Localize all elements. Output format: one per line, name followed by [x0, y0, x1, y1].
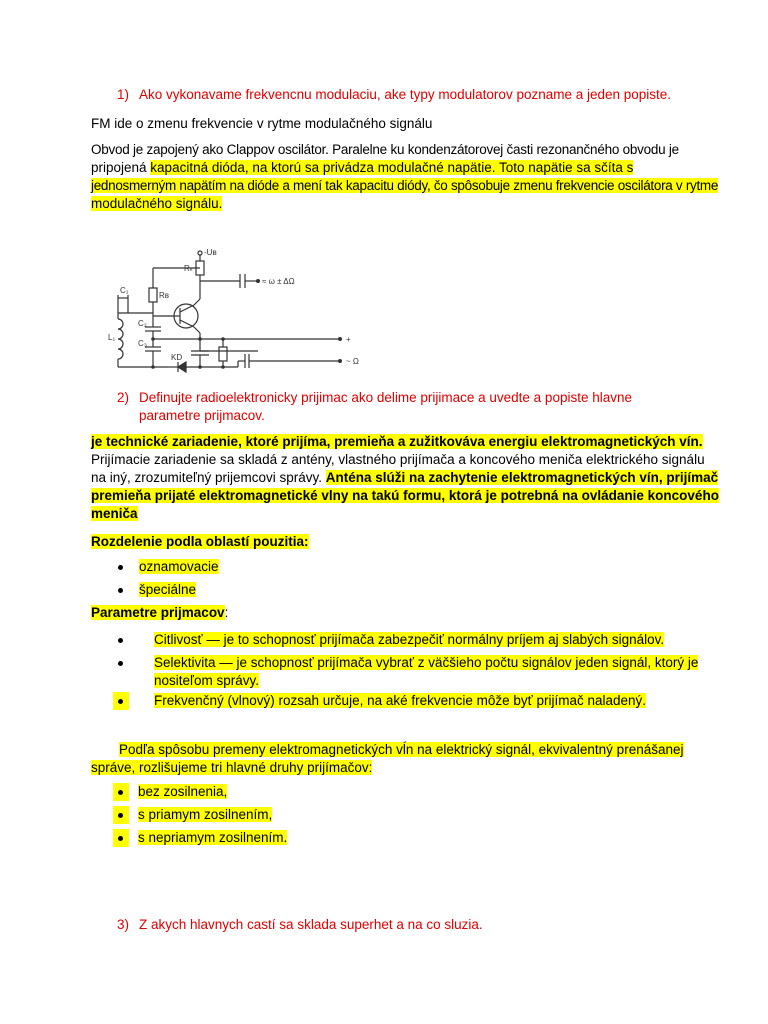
list-item [154, 631, 664, 649]
paragraph-clapp-line-2-highlight: kapacitná dióda, na ktorú sa privádza modulačné napätie. Toto napätie sa sčíta s [150, 160, 634, 175]
parametre-heading-colon: : [224, 605, 229, 620]
circuit-label-plus: + [346, 335, 351, 344]
question-3-number: 3) [117, 917, 130, 932]
question-2 [117, 389, 637, 425]
bullet-icon [118, 836, 123, 841]
paragraph-receiver-line-4 [91, 487, 719, 505]
paragraph-receiver-line-3 [91, 469, 718, 487]
paragraph-clapp-line-3-highlight: jednosmerným napätím na dióde a mení tak kapacitu diódy, čo spôsobuje zmenu frekvencie oscilátora v rytme [91, 178, 719, 193]
paragraph-clapp-line-4-highlight: modulačného signálu. [91, 196, 223, 211]
list-item-text: nositeľom správy. [154, 673, 259, 688]
circuit-label-c3: C₃ [138, 339, 148, 348]
paragraph-clapp-line-3 [91, 177, 718, 195]
question-3 [117, 916, 637, 934]
sposob-line-1-text: Podľa spôsobu premeny elektromagnetických vĺn na elektrický signál, ekvivalentný prenášanej [119, 742, 684, 757]
bullet-icon [118, 699, 123, 704]
bullet-icon [118, 790, 123, 795]
list-item [138, 783, 227, 801]
question-1-text: Ako vykonavame frekvencnu modulaciu, ake typy modulatorov pozname a jeden popiste. [139, 87, 672, 102]
paragraph-clapp-line-2 [91, 159, 633, 177]
circuit-label-ub: -Uʙ [204, 248, 217, 257]
list-item [154, 654, 698, 672]
bullet-icon [118, 661, 123, 666]
circuit-label-l1: L₁ [108, 333, 116, 342]
list-item-text: Selektivita — je schopnosť prijímača vybrať z väčšieho počtu signálov jeden signál, ktorý je [154, 655, 699, 670]
list-item-text: Citlivosť — je to schopnosť prijímača zabezpečiť normálny príjem aj slabých signálov. [154, 632, 665, 647]
sposob-line-2-text: správe, rozlišujeme tri hlavné druhy prijímačov: [91, 760, 373, 775]
list-item-text: špeciálne [139, 582, 197, 597]
fm-line: FM ide o zmenu frekvencie v rytme modulačného signálu [91, 116, 433, 131]
list-item-text: oznamovacie [139, 559, 219, 574]
paragraph-receiver-line-1 [91, 433, 703, 451]
paragraph-receiver-line-4-highlight: premieňa prijaté elektromagnetické vlny na takú formu, ktorá je potrebná na ovládanie koncového [91, 488, 719, 503]
list-item-text: s nepriamym zosilnením. [138, 830, 288, 845]
sposob-line-2 [91, 759, 372, 777]
circuit-label-c1: C₁ [120, 286, 129, 295]
paragraph-receiver-line-3-highlight: Anténa slúži na zachytenie elektromagnetických vín, prijímač [325, 470, 719, 485]
list-item [139, 558, 219, 576]
parametre-heading [91, 604, 228, 622]
bullet-icon [118, 565, 123, 570]
list-item [138, 829, 287, 847]
paragraph-receiver-line-2: Prijímacie zariadenie sa skladá z antény, vlastného prijímača a koncového meniča elektrického signálu [91, 452, 705, 467]
bullet-icon [118, 588, 123, 593]
paragraph-receiver-line-3-plain: na iný, zrozumiteľný prijemcovi správy. [91, 470, 326, 485]
rozdelenie-heading-text: Rozdelenie podla oblastí pouzitia: [91, 534, 309, 549]
rozdelenie-heading [91, 533, 309, 551]
question-2-line-1: Definujte radioelektronicky prijimac ako delime prijimace a uvedte a popiste hlavne [139, 390, 633, 405]
parametre-heading-text: Parametre prijmacov [91, 605, 225, 620]
list-item-text: bez zosilnenia, [138, 784, 228, 799]
list-item [154, 692, 646, 710]
list-item [138, 806, 272, 824]
paragraph-clapp-line-2-plain: pripojená [91, 160, 151, 175]
circuit-label-rk: Rₖ [184, 264, 194, 273]
paragraph-clapp-line-1: Obvod je zapojený ako Clappov oscilátor. Paralelne ku kondenzátorovej časti rezonančného obvodu je [91, 142, 679, 157]
list-item [139, 581, 196, 599]
sposob-line-1 [119, 741, 684, 759]
bullet-icon [118, 813, 123, 818]
list-item-text: Frekvenčný (vlnový) rozsah určuje, na aké frekvencie môže byť prijímač naladený. [154, 693, 647, 708]
paragraph-receiver-line-5-highlight: meniča [91, 506, 138, 521]
question-1 [117, 86, 677, 104]
question-3-text: Z akych hlavnych castí sa sklada superhet a na co sluzia. [139, 917, 483, 932]
clapp-oscillator-circuit [108, 243, 398, 380]
question-1-number: 1) [117, 87, 130, 102]
question-2-line-2: parametre prijmacov. [139, 408, 265, 423]
paragraph-receiver-line-5 [91, 505, 138, 523]
circuit-label-sig: ~ Ω [346, 357, 359, 366]
circuit-label-out: ≈ ω ± ΔΩ [262, 277, 295, 286]
list-item-continued [154, 672, 259, 690]
circuit-label-kd: KD [171, 353, 183, 362]
list-item-text: s priamym zosilnením, [138, 807, 273, 822]
circuit-label-rb: Rʙ [159, 291, 170, 300]
paragraph-receiver-line-1-highlight: je technické zariadenie, ktoré prijíma, premieňa a zužitkováva energiu elektromagnetických vín. [91, 434, 703, 449]
paragraph-clapp-line-4 [91, 195, 222, 213]
bullet-icon [118, 638, 123, 643]
circuit-label-c2: C₂ [138, 319, 147, 328]
question-2-number: 2) [117, 390, 130, 405]
